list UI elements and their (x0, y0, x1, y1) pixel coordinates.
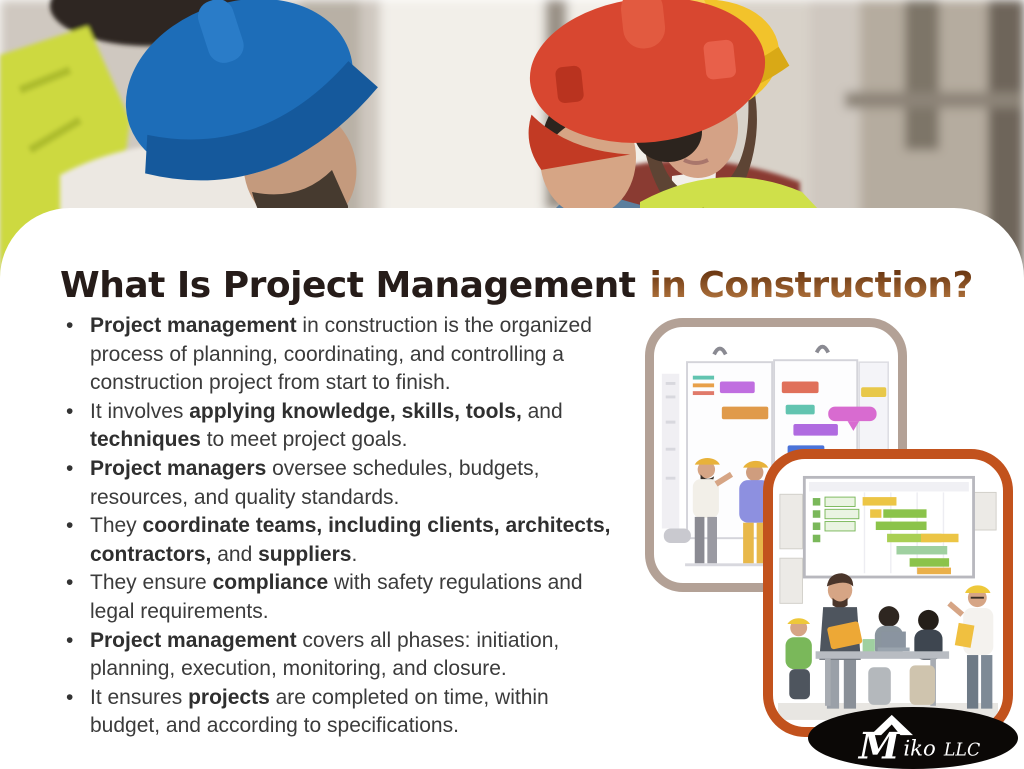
brand-logo (808, 707, 1018, 769)
bullet-list (60, 312, 620, 741)
bullet-text-bold: applying knowledge, skills, tools, (189, 399, 522, 423)
logo-initial: M (858, 724, 900, 766)
bullet-item (60, 398, 620, 455)
bullet-item (60, 455, 620, 512)
bullet-text: It involves (90, 399, 190, 423)
logo-name: iko (903, 736, 936, 762)
bullet-text-bold: Project management (90, 314, 297, 337)
bullet-text: are completed on time, within budget, and according to specifications. (90, 685, 549, 738)
bullet-item (60, 312, 620, 398)
gantt-meeting-illustration (763, 449, 1013, 737)
bullet-text-bold: coordinate teams, including clients, architects, contractors, (90, 514, 611, 566)
bullet-text-bold: compliance (212, 571, 329, 595)
bullet-text-bold: Project management (90, 628, 297, 652)
bullet-item (60, 684, 620, 741)
bullet-item (60, 512, 620, 569)
bullet-text: They ensure (90, 571, 213, 595)
page-title-main: What Is Project Management (60, 265, 636, 307)
bullet-text-bold: suppliers (258, 542, 352, 566)
bullet-text: and (521, 399, 563, 423)
logo-suffix: LLC (943, 740, 981, 761)
brand-logo-art (815, 710, 1011, 766)
bullet-item (60, 627, 620, 684)
bullet-text-bold: techniques (90, 428, 201, 452)
bullet-text-bold: Project managers (90, 456, 267, 480)
bullet-text-bold: projects (188, 685, 270, 709)
page-title-accent: in Construction? (649, 265, 973, 307)
seated-worker-left (786, 618, 812, 699)
bullet-text: It ensures (90, 685, 189, 709)
bullet-text: covers all phases: initiation, planning, execution, monitoring, and closure. (90, 628, 560, 681)
bullet-text: oversee schedules, budgets, resources, and quality standards. (90, 456, 540, 509)
standing-worker-right (949, 585, 993, 708)
gantt-whiteboard (804, 477, 973, 577)
bullet-text: to meet project goals. (200, 428, 408, 452)
bullet-text: with safety regulations and legal requirements. (90, 571, 583, 623)
gantt-illustration-art (778, 464, 998, 722)
bullet-text: and (211, 542, 259, 566)
bullet-text: They (90, 514, 143, 538)
bullet-text: . (351, 542, 358, 566)
bullet-item (60, 569, 620, 626)
page-title (60, 264, 980, 308)
bullet-text: in construction is the organized process of planning, coordinating, and controlling a construction project from start to finish. (90, 314, 592, 395)
